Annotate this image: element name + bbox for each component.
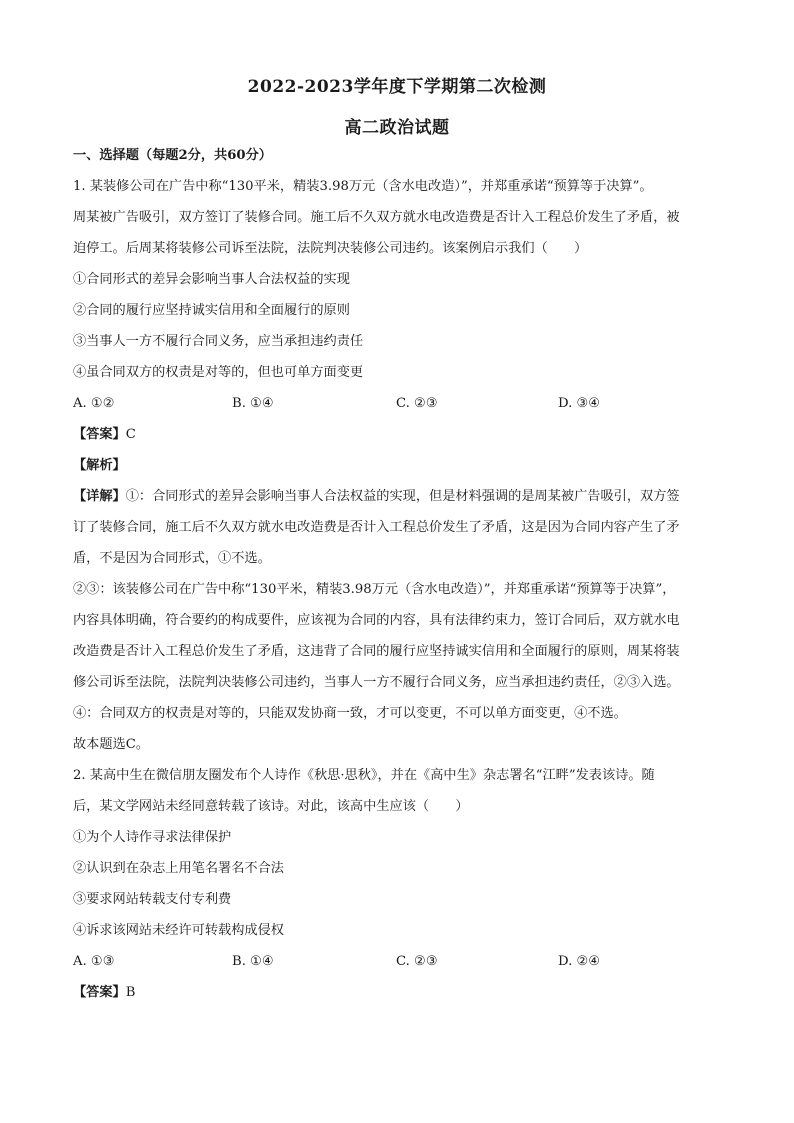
q1-detail-line: ②③：该装修公司在广告中称“130平米，精装3.98万元（含水电改造）”，并郑重承诺“预算等于决算”， <box>73 582 676 597</box>
q1-statement: ③当事人一方不履行合同义务，应当承担违约责任 <box>73 334 364 349</box>
q2-stem-line: 后，某文学网站未经同意转载了该诗。对此，该高中生应该（ ） <box>73 799 469 814</box>
q2-option-d: D. ②④ <box>558 954 601 969</box>
q1-detail-line: 修公司诉至法院，法院判决装修公司违约，当事人一方不履行合同义务，应当承担违约责任，②③入选。 <box>73 675 680 690</box>
q1-answer <box>73 425 733 445</box>
q1-statement: ①合同形式的差异会影响当事人合法权益的实现 <box>73 272 350 287</box>
q2-statement: ②认识到在杂志上用笔名署名不合法 <box>73 861 284 876</box>
q1-stem-line: 迫停工。后周某将装修公司诉至法院，法院判决装修公司违约。该案例启示我们（ ） <box>73 241 588 256</box>
q2-statement: ④诉求该网站未经许可转载构成侵权 <box>73 923 284 938</box>
section-heading: 一、选择题（每题2分，共60分） <box>73 148 272 163</box>
q1-detail-line: 盾，不是因为合同形式，①不选。 <box>73 551 271 566</box>
answer-value: C <box>125 427 136 442</box>
q1-stem-line: 1. 某装修公司在广告中称“130平米，精装3.98万元（含水电改造）”，并郑重承诺“预算等于决算”。 <box>73 179 653 194</box>
document-title: 2022-2023学年度下学期第二次检测 <box>247 77 547 97</box>
q1-statement: ④虽合同双方的权责是对等的，但也可单方面变更 <box>73 365 364 380</box>
q2-statement: ③要求网站转载支付专利费 <box>73 892 232 907</box>
q2-option-a: A. ①③ <box>73 954 115 969</box>
q2-option-b: B. ①④ <box>232 954 274 969</box>
q1-option-b: B. ①④ <box>232 396 274 411</box>
q1-analysis-label: 【解析】 <box>73 458 126 473</box>
q1-option-a: A. ①② <box>73 396 115 411</box>
q1-detail-line <box>73 487 733 507</box>
q1-statement: ②合同的履行应坚持诚实信用和全面履行的原则 <box>73 303 350 318</box>
answer-label: 【答案】 <box>73 427 126 442</box>
q2-statement: ①为个人诗作寻求法律保护 <box>73 830 232 845</box>
answer-value: B <box>125 985 136 1000</box>
q1-option-d: D. ③④ <box>558 396 601 411</box>
detail-label: 【详解】 <box>73 489 126 504</box>
q1-option-c: C. ②③ <box>396 396 438 411</box>
q1-detail-line: ④：合同双方的权责是对等的，只能双发协商一致，才可以变更，不可以单方面变更，④不选。 <box>73 706 627 721</box>
answer-label: 【答案】 <box>73 985 126 1000</box>
q1-detail-line: 内容具体明确，符合要约的构成要件，应该视为合同的内容，具有法律约束力，签订合同后，双方就水电 <box>73 613 680 628</box>
q1-stem-line: 周某被广告吸引，双方签订了装修合同。施工后不久双方就水电改造费是否计入工程总价发生了矛盾，被 <box>73 210 680 225</box>
q1-detail-line: 改造费是否计入工程总价发生了矛盾，这违背了合同的履行应坚持诚实信用和全面履行的原则，周某将装 <box>73 644 680 659</box>
document-subtitle: 高二政治试题 <box>344 118 450 138</box>
q1-detail-line: 故本题选C。 <box>73 737 150 752</box>
q2-answer <box>73 983 733 1003</box>
q2-stem-line: 2. 某高中生在微信朋友圈发布个人诗作《秋思·思秋》，并在《高中生》杂志署名“江畔”发表该诗。随 <box>73 768 655 783</box>
detail-text: ①：合同形式的差异会影响当事人合法权益的实现，但是材料强调的是周某被广告吸引，双方签 <box>125 489 680 504</box>
q2-option-c: C. ②③ <box>396 954 438 969</box>
q1-detail-line: 订了装修合同，施工后不久双方就水电改造费是否计入工程总价发生了矛盾，这是因为合同内容产生了矛 <box>73 520 680 535</box>
